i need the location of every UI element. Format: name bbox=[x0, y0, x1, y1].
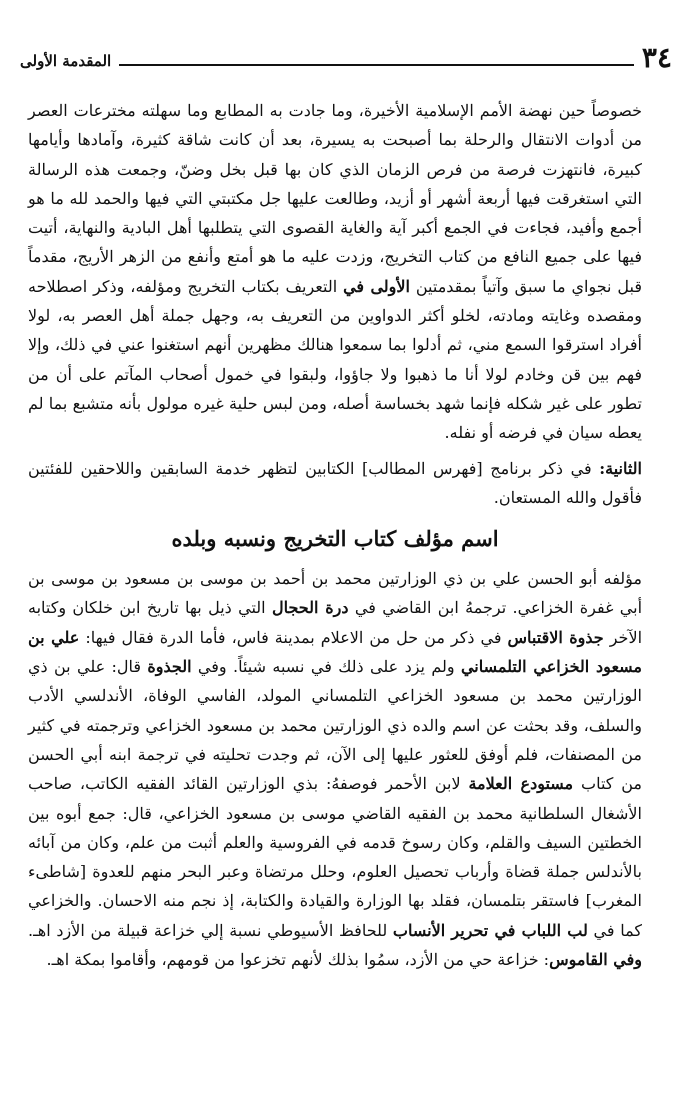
intro-text-2: التعريف بكتاب التخريج ومؤلفه، وذكر اصطلاحه ومقصده وغايته ومادته، لخلو أكثر الدواوين من التعريف به، وجهل جملة أهل العصر به، لولا أفراد استرقوا السمع مني، ثم أدلوا بما سمعوا هنالك مظهرين أنهم استغنوا عني في ذلك، وإلا فهم بين قن وخادم لولا أنا ما ذهبوا ولا جاؤوا، ولبقوا في خمول أصحاب المآتم على أن من تطور على غير شكله فإنما شهد بخساسة أصله، ومن لبس حلية غيره مولول بأنه متشبع بما لم يعطه سيان في فرضه أو نفله. bbox=[28, 276, 643, 443]
author-text-1: مؤلفه أبو الحسن علي بن ذي الوزارتين محمد بن أحمد بن موسى بن مسعود بن موسى بن أبي غفرة الخزاعي. ترجمهُ ابن القاضي في bbox=[28, 569, 643, 618]
running-header bbox=[20, 38, 672, 72]
intro-paragraph bbox=[28, 96, 642, 448]
section-heading: اسم مؤلف كتاب التخريج ونسبه وبلده bbox=[171, 526, 499, 552]
mustawda-al-allama-title: مستودع العلامة bbox=[468, 774, 574, 794]
second-preface-paragraph bbox=[28, 454, 642, 513]
intro-text-1: خصوصاً حين نهضة الأمم الإسلامية الأخيرة، وما جادت به المطابع وما سهلته مخترعات العصر من أدوات الانتقال والرحلة بما أصبحت به يسيرة، بعد أن كانت شاقة كثيرة، وآمادها وأيامها كبيرة، فانتهزت فرصة من فرص الزمان الذي كان بها قبل بخل وضنّ، وجمعت هذه الرسالة التي استغرقت فيها أربعة أشهر أو أزيد، وطالعت عليها جل مكتبتي التي فيها والحمد لله ما هو أجمع وأفيد، فجاءت في الجمع أكبر آية والغاية القصوى التي يتطلبها أهل البادية والنهاية، أتيت فيها على جميع النافع من كتاب التخريج، وزدت عليه ما هو أمتع وأنفع من الزهر الأريج، مقدماً قبل نجواي ما سبق وآتياً بمقدمتين bbox=[28, 101, 643, 296]
header-rule bbox=[119, 64, 634, 66]
author-text-5: قال: علي بن ذي الوزارتين محمد بن مسعود الخزاعي التلمساني المولد، الفاسي الوفاة، الأندلسي الأدب والسلف، وقد بحثت عن اسم والده ذي الوزارتين محمد بن مسعود الخزاعي وترجمته في كثير من المصنفات، فلم أوفق للعثور عليها إلى الآن، ثم وجدت تحليته في ترجمة ابنه أبي الحسن من كتاب bbox=[28, 657, 642, 794]
author-text-7: للحافظ الأسيوطي نسبة إلي خزاعة قبيلة من الأزد اهـ. bbox=[28, 920, 393, 940]
author-paragraph bbox=[28, 564, 642, 974]
running-title: المقدمة الأولى bbox=[20, 52, 112, 70]
author-text-2: التي ذيل بها تاريخ ابن خلكان وكتابه الآخر bbox=[28, 598, 643, 647]
author-text-3: في ذكر من حل من الاعلام بمدينة فاس، فأما الدرة فقال فيها: bbox=[79, 627, 508, 647]
lubb-al-lubab-title: لب اللباب في تحرير الأنساب bbox=[392, 920, 588, 940]
page-body bbox=[28, 96, 642, 974]
durrat-al-hijal-title: درة الحجال bbox=[271, 598, 349, 618]
author-text-8: : خزاعة حي من الأزد، سمُوا بذلك لأنهم تخزعوا من قومهم، وأقاموا بمكة اهـ. bbox=[46, 950, 550, 970]
jadhwat-al-iqtibas-title: جذوة الاقتباس bbox=[507, 627, 604, 647]
author-text-6: لابن الأحمر فوصفهُ: بذي الوزارتين القائد الفقيه الكاتب، صاحب الأشغال السلطانية محمد بن الفقيه القاضي موسى بن مسعود الخزاعي، قال: جمع أبوه بين الخطتين السيف والقلم، وكان رسوخ قدمه في الفروسية والعلم أثبت من علم، وكان من آبائه بالأندلس جملة قضاة وأرباب تحصيل العلوم، وحلل مرتضاة وعبر البحر منهم للعدوة [شاطىء المغرب] فاستقر بتلمسان، فقلد بها الوزارة والقيادة والكتابة، إذ نجم منه الاحسان. والخزاعي كما في bbox=[28, 774, 642, 940]
author-name-bold: علي بن مسعود الخزاعي التلمساني bbox=[28, 627, 643, 677]
author-text-4: ولم يزد على ذلك في نسبه شيئاً. وفي bbox=[191, 657, 461, 677]
second-preface-label: الثانية: bbox=[599, 458, 642, 478]
al-jadhwa-ref: الجذوة bbox=[147, 657, 192, 677]
al-qamus-ref: وفي القاموس bbox=[549, 950, 642, 970]
second-preface-text: في ذكر برنامج [فهرس المطالب] الكتابين لتظهر خدمة السابقين واللاحقين للفئتين فأقول والله المستعان. bbox=[28, 458, 642, 507]
page-number: ٣٤ bbox=[641, 41, 672, 74]
intro-bold-first: الأولى في bbox=[343, 276, 410, 296]
